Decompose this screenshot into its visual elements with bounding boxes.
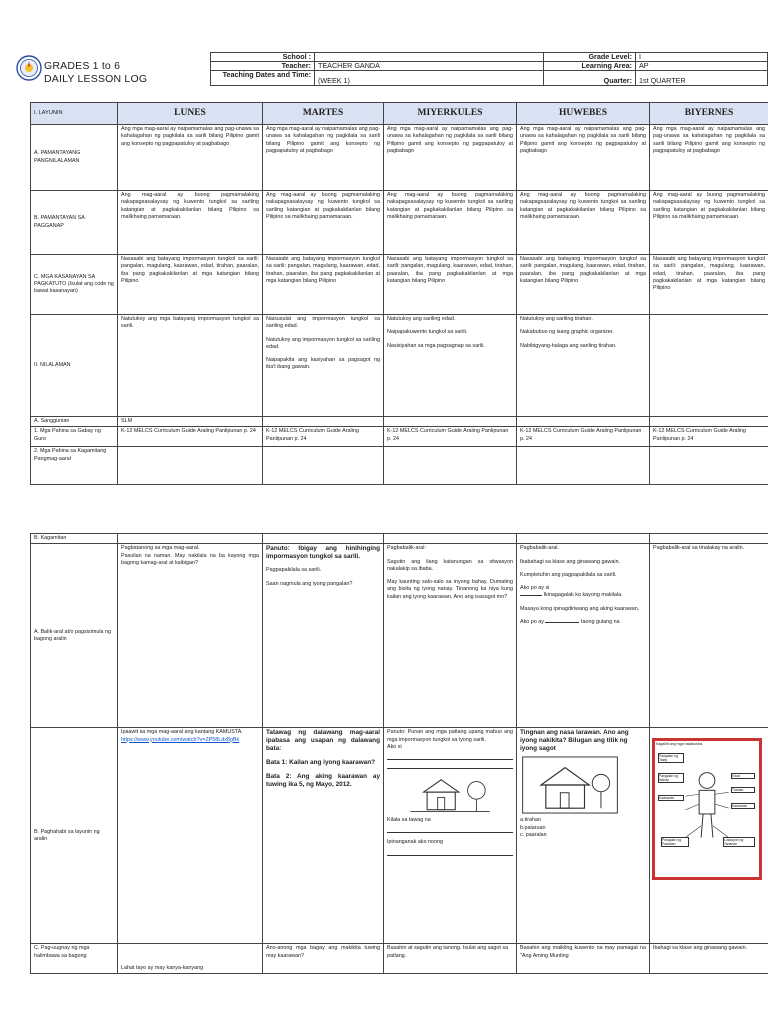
boy-figure-icon — [655, 747, 759, 875]
cell-text: K-12 MELCS Curriculum Guide Araling Panlipunan p. 24 — [384, 427, 517, 447]
school-label: School : — [211, 53, 315, 62]
cell-text: Saan nagmula ang iyong pangalan? — [266, 580, 353, 587]
worksheet-label: Lokasyon ng Tahanan — [723, 837, 755, 847]
cell-text: Natutukoy ang sariling tirahan. — [520, 316, 593, 322]
row-label-paghahabi: B. Paghahabi sa layunin ng aralin — [31, 728, 118, 944]
header-info-table — [210, 52, 768, 86]
cell-text: K-12 MELCS Curriculum Guide Araling Panlipunan p. 24 — [650, 427, 768, 447]
cell-text: Sagutin ang ilang katanungan sa sitwasyon nakalakip sa ibaba. — [387, 558, 513, 572]
cell-text: Lahat tayo ay may kanya-kanyang — [121, 965, 204, 971]
cell-text: Pagpapakilala sa sarili. — [266, 567, 322, 574]
cell-text: Ipinanganak ako noong — [387, 839, 444, 846]
cell-paghahabi-miyerkules — [384, 728, 517, 944]
worksheet-label: Tirahan — [731, 787, 755, 793]
cell-text: Nasasabi ang batayang impormasyon tungkol sa sarili: pangalan, magulang, kaarawan, edad, tirahan, paaralan, iba pang pagkakakilanlan at mga katangian bilang Pilipino — [650, 255, 768, 315]
cell-text: Kilala sa tawag na — [387, 817, 431, 824]
school-value — [315, 53, 544, 62]
cell-text: Tatawag ng dalawang mag-aaral ipabasa ang usapan ng dalawang bata: — [266, 729, 380, 753]
cell-text: Natutukoy ang sariling edad. — [387, 316, 456, 322]
cell-text: Ang mga mag-aaral ay naipamamalas ang pag-unawa sa kahalagahan ng pagkilala sa sarili bilang Pilipino gamit ang konsepto ng pagpapatuloy at pagbabago — [263, 125, 384, 191]
cell-text: Nasasabi ang batayang impormasyon tungkol sa sarili: pangalan, magulang, kaarawan, edad, tirahan, paaralan, iba pang pagkakakilanlan at mga katangian bilang Pilipino — [384, 255, 517, 315]
log-title-line1: GRADES 1 to 6 — [44, 60, 121, 72]
section-layunin-label: I. LAYUNIN — [31, 103, 118, 125]
day-header-huwebes: HUWEBES — [517, 103, 650, 125]
cell-text: a.tirahan — [520, 817, 541, 824]
row-label-balik-aral: A. Balik-aral at/o pagsisimula ng bagong aralin — [31, 544, 118, 728]
cell-text: Masaya kong ipinagdiriwang ang aking kaarawan. — [520, 605, 640, 612]
cell-text: Pagbatanong sa mga mag-aaral. — [121, 545, 200, 552]
cell-text — [650, 315, 768, 417]
learning-area-value: AP — [636, 62, 768, 71]
cell-balik-lunes — [118, 544, 263, 728]
cell-text: Panuto: Ibigay ang hinihinging impormasyon tungkol sa sarili. — [266, 545, 380, 561]
cell-text: Nasisiyahan sa mga pagsagnap sa sarili. — [387, 342, 485, 349]
cell-text: Ako si — [387, 743, 402, 750]
worksheet-label: Edad — [731, 773, 755, 779]
cell-paghahabi-lunes — [118, 728, 263, 944]
cell-text: May kaunting salo-salo sa inyong bahay. Dumating ang bisita ng iyong nanay. Tinanong ka niya kung kailan ang iyong kaarawan. Ano ang isasagot mo? — [387, 579, 513, 600]
cell-text: Pagbabalik-aral sa tinalakay na aralin. — [650, 544, 768, 728]
quarter-label: Quarter: — [544, 71, 636, 86]
cell-text: Pagbabalik-aral. — [520, 545, 559, 552]
worksheet-label: Pangalan ng Tatay — [658, 753, 684, 763]
cell-paghahabi-huwebes — [517, 728, 650, 944]
cell-text: Pasulian na naman. May nakilala na ba kayong mga bagong kamag-aral at kaibigan? — [121, 552, 259, 566]
cell-text: Bata 1: Kailan ang iyong kaarawan? — [266, 759, 376, 767]
cell-text: Pagbabalik-aral: — [387, 545, 426, 552]
learning-area-label: Learning Area: — [544, 62, 636, 71]
worksheet-image — [652, 738, 762, 880]
row-label-sanggunian: A. Sanggunian — [31, 417, 118, 427]
cell-text: Ang mga mag-aaral ay naipamamalas ang pag-unawa sa kahalagahan ng pagkilala sa sarili bilang Pilipino gamit ang konsepto ng pagpapatuloy at pagbabago — [384, 125, 517, 191]
worksheet-label: Pangalan ng Nanay — [658, 773, 684, 783]
cell-text: Ang mga mag-aaral ay naipamamalas ang pag-unawa sa kahalagahan ng pagkilala sa sarili bilang Pilipino gamit ang konsepto ng pagpapatuloy at pagbabago — [517, 125, 650, 191]
cell-text: Ikinagagalak ko kayong makilala. — [543, 592, 623, 599]
cell-text: Natutukoy ang impormasyon tungkol sa sariling edad. — [266, 336, 380, 350]
house-picture-icon — [520, 756, 620, 814]
row-label-pagganap: B. PAMANTAYAN SA PAGGANAP — [31, 191, 118, 255]
cell-text: K-12 MELCS Curriculum Guide Araling Panlipunan p. 24 — [517, 427, 650, 447]
cell-text: Ibahagi sa klase ang ginawang gawain. — [650, 944, 768, 974]
cell-text: c. paaralan — [520, 831, 547, 838]
cell-text: Tingnan ang nasa larawan. Ano ang iyong nakikita? Bilugan ang titik ng iyong sagot — [520, 729, 629, 753]
cell-text: Basahin at sagutin ang tanong. Isulat ang sagot sa patlang. — [384, 944, 517, 974]
cell-text: Ang mag-aaral ay buong pagmamalaking nakapagsasalaysay ng kuwento tungkol sa sariling katangian at pagkakakilanlan bilang Pilipino sa malikhaing pamamaraan. — [384, 191, 517, 255]
cell-balik-huwebes — [517, 544, 650, 728]
worksheet-label: Pangalan ng Paaralan — [661, 837, 689, 847]
youtube-link[interactable]: https://www.youtube.com/watch?v=ZP58Ldx8gBk — [121, 736, 240, 743]
row-label-kagamitan-pangmag-aaral: 2. Mga Pahina sa Kagamitang Pangmag-aaral — [31, 447, 118, 485]
cell-text: b.palaruan — [520, 824, 546, 831]
worksheet-label: Kaarawan — [731, 803, 755, 809]
quarter-value: 1st QUARTER — [636, 71, 768, 86]
cell-text: Ang mga mag-aaral ay naipamamalas ang pag-unawa sa kahalagahan ng pagkilala sa sarili bilang Pilipino gamit ang konsepto ng pagpapatuloy at pagbabago — [650, 125, 768, 191]
row-label-nilalaman: II. NILALAMAN — [31, 315, 118, 417]
cell-text: Naipapakuwento tungkol sa sarili. — [387, 329, 468, 336]
row-label-kasanayan: C. MGA KASANAYAN SA PAGKATUTO (Isulat ang code ng bawat kasanayan) — [31, 255, 118, 315]
cell-nilalaman-huwebes — [517, 315, 650, 417]
grade-value: I — [636, 53, 768, 62]
teacher-value: TEACHER GANDA — [315, 62, 544, 71]
lesson-log-table-2 — [30, 533, 768, 974]
cell-text: Ang mag-aaral ay buong pagmamalaking nakapagsasalaysay ng kuwento tungkol sa sariling katangian at pagkakakilanlan bilang Pilipino sa malikhaing pamamaraan. — [517, 191, 650, 255]
cell-text: Ano-anong mga bagay ang makikita tuwing may kaarawan? — [263, 944, 384, 974]
cell-paghahabi-martes — [263, 728, 384, 944]
cell-balik-martes — [263, 544, 384, 728]
cell-text: Naisusulat ang impormasyon tungkol sa sariling edad. — [266, 316, 380, 330]
cell-text: Nasasabi ang batayang impormasyon tungkol sa sarili: pangalan, magulang, kaarawan, edad, tirahan, paaralan, iba pang pagkakakilanlan at mga katangian bilang Pilipino — [517, 255, 650, 315]
cell-text: Ang mag-aaral ay buong pagmamalaking nakapagsasalaysay ng kuwento tungkol sa sariling katangian at pagkakakilanlan bilang Pilipino sa malikhaing pamamaraan. — [118, 191, 263, 255]
school-seal-icon — [16, 55, 42, 81]
cell-text: Nasasabi ang batayang impormasyon tungkol sa sarili: pangalan, magulang, kaarawan, edad, tirahan, paaralan, iba pang pagkakakilanlan at mga katangian bilang Pilipino — [263, 255, 384, 315]
cell-text: Kumpletuhin ang pagpapakilala sa sarili. — [520, 571, 617, 578]
cell-text: SLM — [118, 417, 263, 427]
teaching-dates-label: Teaching Dates and Time: — [211, 71, 315, 86]
cell-text: Ang mag-aaral ay buong pagmamalaking nakapagsasalaysay ng kuwento tungkol sa sariling katangian at pagkakakilanlan bilang Pilipino sa malikhaing pamamaraan. — [650, 191, 768, 255]
cell-text: K-12 MELCS Curriculum Guide Araling Panlipunan p. 24 — [263, 427, 384, 447]
cell-pag-uugnay-lunes — [118, 944, 263, 974]
cell-text: Nabibigyang-halaga ang sariling tirahan. — [520, 342, 617, 349]
row-label-pag-uugnay: C. Pag-uugnay ng mga halimbawa sa bagong — [31, 944, 118, 974]
cell-text: Ipaawit sa mga mag-aaral ang kantang KAMUSTA. — [121, 729, 243, 736]
cell-text: Ibabahagi sa klase ang ginawang gawain. — [520, 558, 621, 565]
cell-text: Natutukoy ang mga batayang impormasyon tungkol sa sarili. — [118, 315, 263, 417]
cell-text: Ako po ay — [520, 619, 544, 626]
cell-text: Bata 2: Ang aking kaarawan ay tuwing ika 5, ng Mayo, 2012. — [266, 773, 380, 789]
teacher-label: Teacher: — [211, 62, 315, 71]
cell-text: taong gulang na — [580, 619, 620, 626]
cell-text: Nasasabi ang batayang impormasyon tungkol sa sarili: pangalan, magulang, kaarawan, edad, tirahan, paaralan, iba pang pagkakakilanlan at mga katangian bilang Pilipino — [118, 255, 263, 315]
day-header-martes: MARTES — [263, 103, 384, 125]
worksheet-caption: Kagalilit ang mga nakakustra. — [656, 742, 704, 747]
cell-balik-miyerkules — [384, 544, 517, 728]
log-title-line2: DAILY LESSON LOG — [44, 73, 148, 85]
teaching-dates-value: (WEEK 1) — [315, 71, 544, 86]
day-header-biyernes: BIYERNES — [650, 103, 768, 125]
grade-label: Grade Level: — [544, 53, 636, 62]
cell-text: Basahin ang maikling kuwento na may pamagat na "Ang Aming Munting — [517, 944, 650, 974]
cell-text: Naipapakita ang kasiyahan sa pagsagot ng iba't ibang gawain. — [266, 357, 380, 371]
house-icon — [400, 771, 500, 815]
row-label-gabay: 1. Mga Pahina sa Gabay ng Guro — [31, 427, 118, 447]
worksheet-label: Kaarawan — [658, 795, 684, 801]
cell-text: Ang mga mag-aaral ay naipamamalas ang pag-unawa sa kahalagahan ng pagkilala sa sarili bilang Pilipino gamit ang konsepto ng pagpapatuloy at pagbabago — [118, 125, 263, 191]
day-header-lunes: LUNES — [118, 103, 263, 125]
cell-nilalaman-martes — [263, 315, 384, 417]
row-label-pamantayang: A. PAMANTAYANG PANGNILALAMAN — [31, 125, 118, 191]
cell-text: K-12 MELCS Curriculum Guide Araling Panlipunan p. 24 — [118, 427, 263, 447]
cell-text: Ako po ay si — [520, 585, 550, 592]
cell-text: Panuto: Punan ang mga patlang upang mabuo ang mga impormasyon tungkol sa iyong sarili. — [387, 729, 513, 743]
lesson-log-table-1 — [30, 102, 768, 485]
cell-nilalaman-miyerkules — [384, 315, 517, 417]
row-label-kagamitan: B. Kagamitan — [31, 534, 118, 544]
cell-text: Nakabubuo ng isang graphic organizer. — [520, 329, 614, 336]
day-header-miyerkules: MIYERKULES — [384, 103, 517, 125]
cell-text: Ang mag-aaral ay buong pagmamalaking nakapagsasalaysay ng kuwento tungkol sa sariling katangian at pagkakakilanlan bilang Pilipino sa malikhaing pamamaraan. — [263, 191, 384, 255]
cell-paghahabi-biyernes — [650, 728, 768, 944]
